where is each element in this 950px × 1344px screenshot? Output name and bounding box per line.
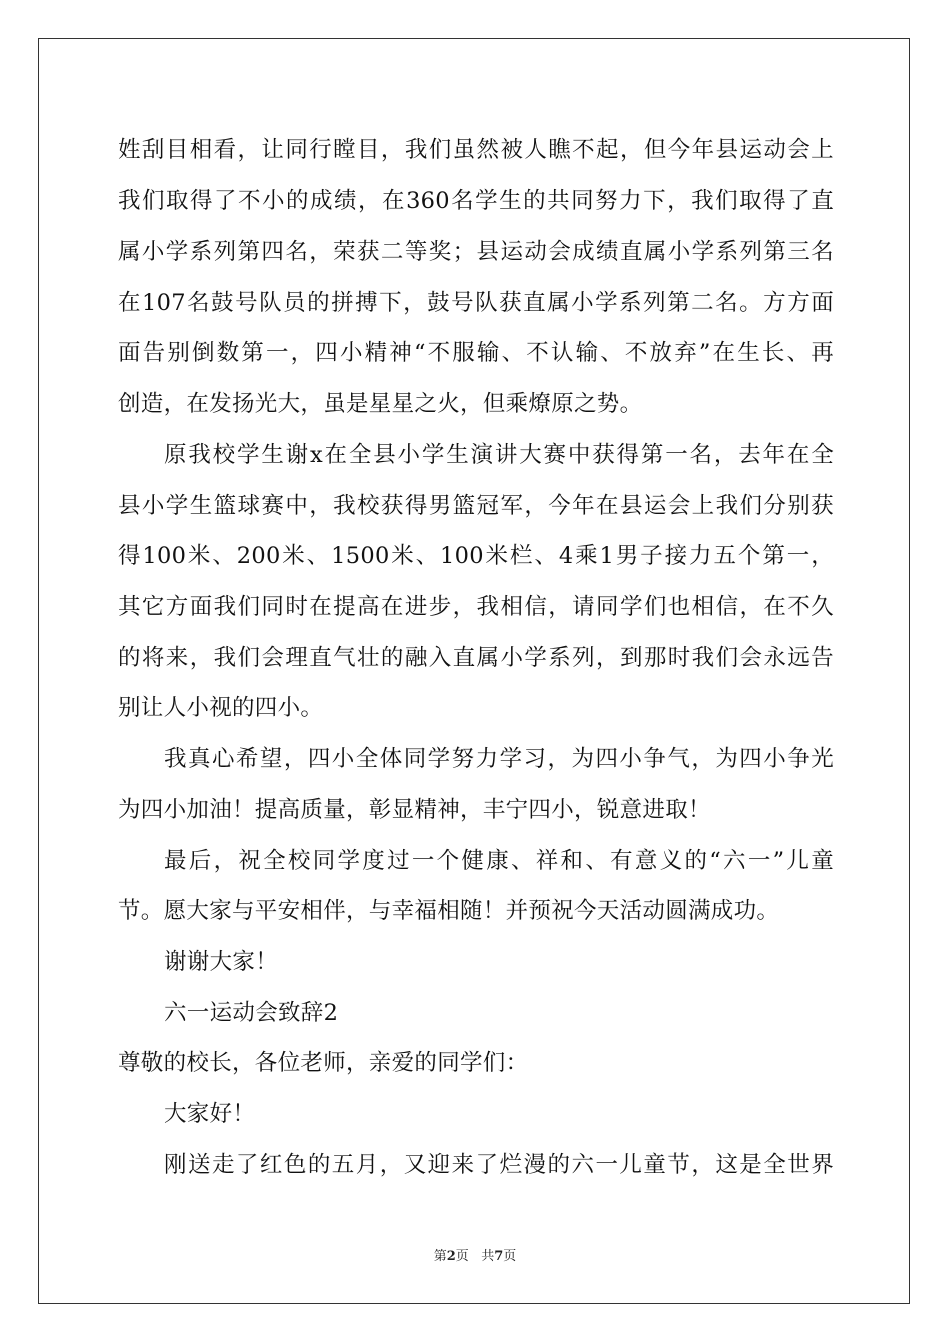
text-line: 最后，祝全校同学度过一个健康、祥和、有意义的“六一”儿童 [164,848,834,874]
section-heading: 六一运动会致辞2 [164,1000,339,1026]
page-footer [0,1248,950,1266]
text-line: 我真心希望，四小全体同学努力学习，为四小争气，为四小争光 [164,746,834,772]
greeting: 大家好！ [164,1101,256,1127]
salutation: 尊敬的校长，各位老师，亲爱的同学们： [118,1050,529,1076]
text-line: 的将来，我们会理直气壮的融入直属小学系列，到那时我们会永远告 [118,645,834,671]
page-suffix: 页 [455,1249,469,1264]
text-line: 为四小加油！提高质量，彰显精神，丰宁四小，锐意进取！ [118,797,711,823]
text-line: 县小学生篮球赛中，我校获得男篮冠军，今年在县运会上我们分别获 [118,493,834,519]
text-line: 节。愿大家与平安相伴，与幸福相随！并预祝今天活动圆满成功。 [118,898,780,924]
page-prefix: 第 [433,1249,447,1264]
text-line: 面告别倒数第一，四小精神“不服输、不认输、不放弃”在生长、再 [118,340,834,366]
page-total: 7 [494,1249,504,1264]
text-line: 其它方面我们同时在提高在进步，我相信，请同学们也相信，在不久 [118,594,834,620]
total-suffix: 页 [503,1249,517,1264]
text-line: 创造，在发扬光大，虽是星星之火，但乘燎原之势。 [118,391,643,417]
text-line: 姓刮目相看，让同行瞠目，我们虽然被人瞧不起，但今年县运动会上 [118,137,834,163]
text-line: 在107名鼓号队员的拼搏下，鼓号队获直属小学系列第二名。方方面 [118,290,834,316]
total-prefix: 共 [481,1249,495,1264]
text-line: 我们取得了不小的成绩，在360名学生的共同努力下，我们取得了直 [118,188,834,214]
text-line: 谢谢大家！ [164,949,279,975]
text-line: 别让人小视的四小。 [118,695,324,721]
text-line: 得100米、200米、1500米、100米栏、4乘1男子接力五个第一， [118,543,834,569]
text-line: 原我校学生谢x在全县小学生演讲大赛中获得第一名，去年在全 [164,442,834,468]
page-current: 2 [446,1249,456,1264]
text-line: 属小学系列第四名，荣获二等奖；县运动会成绩直属小学系列第三名 [118,239,834,265]
text-line: 刚送走了红色的五月，又迎来了烂漫的六一儿童节，这是全世界 [164,1152,834,1178]
